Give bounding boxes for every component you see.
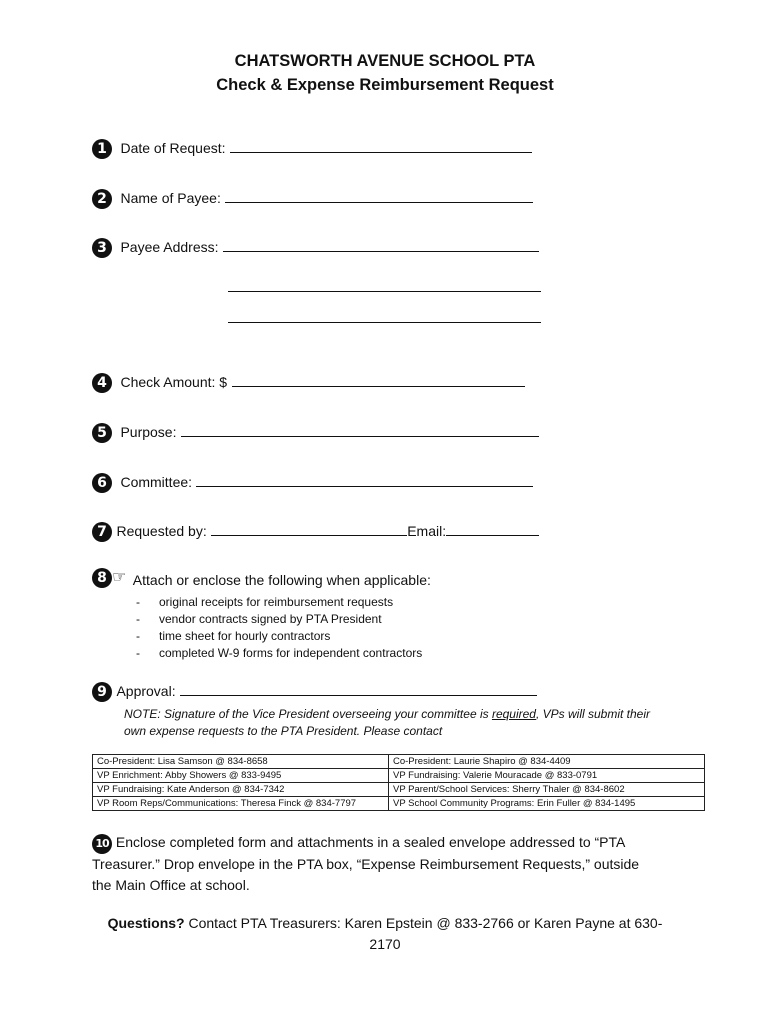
questions-heading: Questions? (107, 915, 185, 931)
pointing-hand-icon: ☞ (112, 567, 127, 586)
table-row (93, 755, 705, 769)
address-input-line-3[interactable] (228, 322, 541, 323)
list-item: - vendor contracts signed by PTA President (136, 611, 422, 628)
note-suffix: , VPs will submit their (535, 707, 651, 721)
field-address-row (92, 237, 539, 258)
note-required: required (491, 707, 536, 721)
approval-note-line-2: own expense requests to the PTA President. Please contact (124, 724, 443, 738)
number-4-icon: 4 (92, 373, 112, 393)
requested-by-label: Requested by: (116, 523, 207, 539)
number-6-icon: 6 (92, 473, 112, 493)
payee-label: Name of Payee: (120, 190, 221, 206)
amount-input-line[interactable] (232, 372, 525, 387)
field-approval-row (92, 681, 537, 702)
table-cell: VP Enrichment: Abby Showers @ 833-9495 (93, 769, 389, 783)
email-label: Email: (407, 523, 447, 539)
attach-heading: Attach or enclose the following when applicable: (132, 572, 431, 588)
approval-note-line-1 (124, 706, 684, 723)
field-requested-row (92, 521, 539, 542)
number-8-icon: 8 (92, 568, 112, 588)
approval-label: Approval: (116, 683, 176, 699)
questions-block (0, 913, 770, 955)
approval-note (124, 706, 684, 740)
attach-heading-row (92, 567, 431, 588)
field-purpose-row (92, 422, 539, 443)
org-title: CHATSWORTH AVENUE SCHOOL PTA (234, 52, 536, 70)
field-date-row (92, 138, 532, 159)
amount-label: Check Amount: $ (120, 374, 228, 390)
attach-list (136, 594, 422, 662)
field-amount-row (92, 372, 525, 393)
enclose-text-1: Enclose completed form and attachments in a sealed envelope addressed to “PTA (115, 834, 626, 850)
enclose-line-3: the Main Office at school. (92, 877, 250, 893)
field-payee-row (92, 188, 533, 209)
table-cell: Co-President: Laurie Shapiro @ 834-4409 (389, 755, 705, 769)
list-item: - time sheet for hourly contractors (136, 628, 422, 645)
committee-label: Committee: (120, 474, 193, 490)
number-10-icon: 10 (92, 834, 112, 854)
table-row (93, 797, 705, 811)
table-cell: Co-President: Lisa Samson @ 834-8658 (93, 755, 389, 769)
form-title: Check & Expense Reimbursement Request (216, 76, 554, 94)
questions-text: Contact PTA Treasurers: Karen Epstein @ 833-2766 or Karen Payne at 630- (184, 915, 663, 931)
address-input-line-1[interactable] (223, 237, 539, 252)
number-3-icon: 3 (92, 238, 112, 258)
number-2-icon: 2 (92, 189, 112, 209)
address-label: Payee Address: (120, 239, 219, 255)
questions-line-2: 2170 (369, 936, 401, 952)
table-cell: VP Parent/School Services: Sherry Thaler @ 834-8602 (389, 783, 705, 797)
approval-signature-line[interactable] (180, 681, 537, 696)
enclose-paragraph (92, 832, 712, 896)
purpose-input-line[interactable] (181, 422, 539, 437)
table-cell: VP Fundraising: Valerie Mouracade @ 833-0791 (389, 769, 705, 783)
enclose-line-1 (92, 832, 712, 854)
number-1-icon: 1 (92, 139, 112, 159)
number-7-icon: 7 (92, 522, 112, 542)
date-label: Date of Request: (120, 140, 226, 156)
table-row (93, 783, 705, 797)
committee-input-line[interactable] (196, 472, 533, 487)
field-committee-row (92, 472, 533, 493)
email-input-line[interactable] (446, 521, 539, 536)
contacts-table (92, 754, 705, 811)
table-row (93, 769, 705, 783)
requested-by-input-line[interactable] (211, 521, 407, 536)
address-input-line-2[interactable] (228, 291, 541, 292)
enclose-line-2: Treasurer.” Drop envelope in the PTA box, “Expense Reimbursement Requests,” outside (92, 856, 640, 872)
date-input-line[interactable] (230, 138, 532, 153)
table-cell: VP Fundraising: Kate Anderson @ 834-7342 (93, 783, 389, 797)
number-5-icon: 5 (92, 423, 112, 443)
purpose-label: Purpose: (120, 424, 177, 440)
list-item: - original receipts for reimbursement requests (136, 594, 422, 611)
questions-line-1 (0, 913, 770, 934)
list-item: - completed W-9 forms for independent contractors (136, 645, 422, 662)
table-cell: VP Room Reps/Communications: Theresa Finck @ 834-7797 (93, 797, 389, 811)
table-cell: VP School Community Programs: Erin Fuller @ 834-1495 (389, 797, 705, 811)
note-prefix: NOTE: Signature of the Vice President overseeing your committee is (124, 707, 492, 721)
payee-input-line[interactable] (225, 188, 533, 203)
number-9-icon: 9 (92, 682, 112, 702)
